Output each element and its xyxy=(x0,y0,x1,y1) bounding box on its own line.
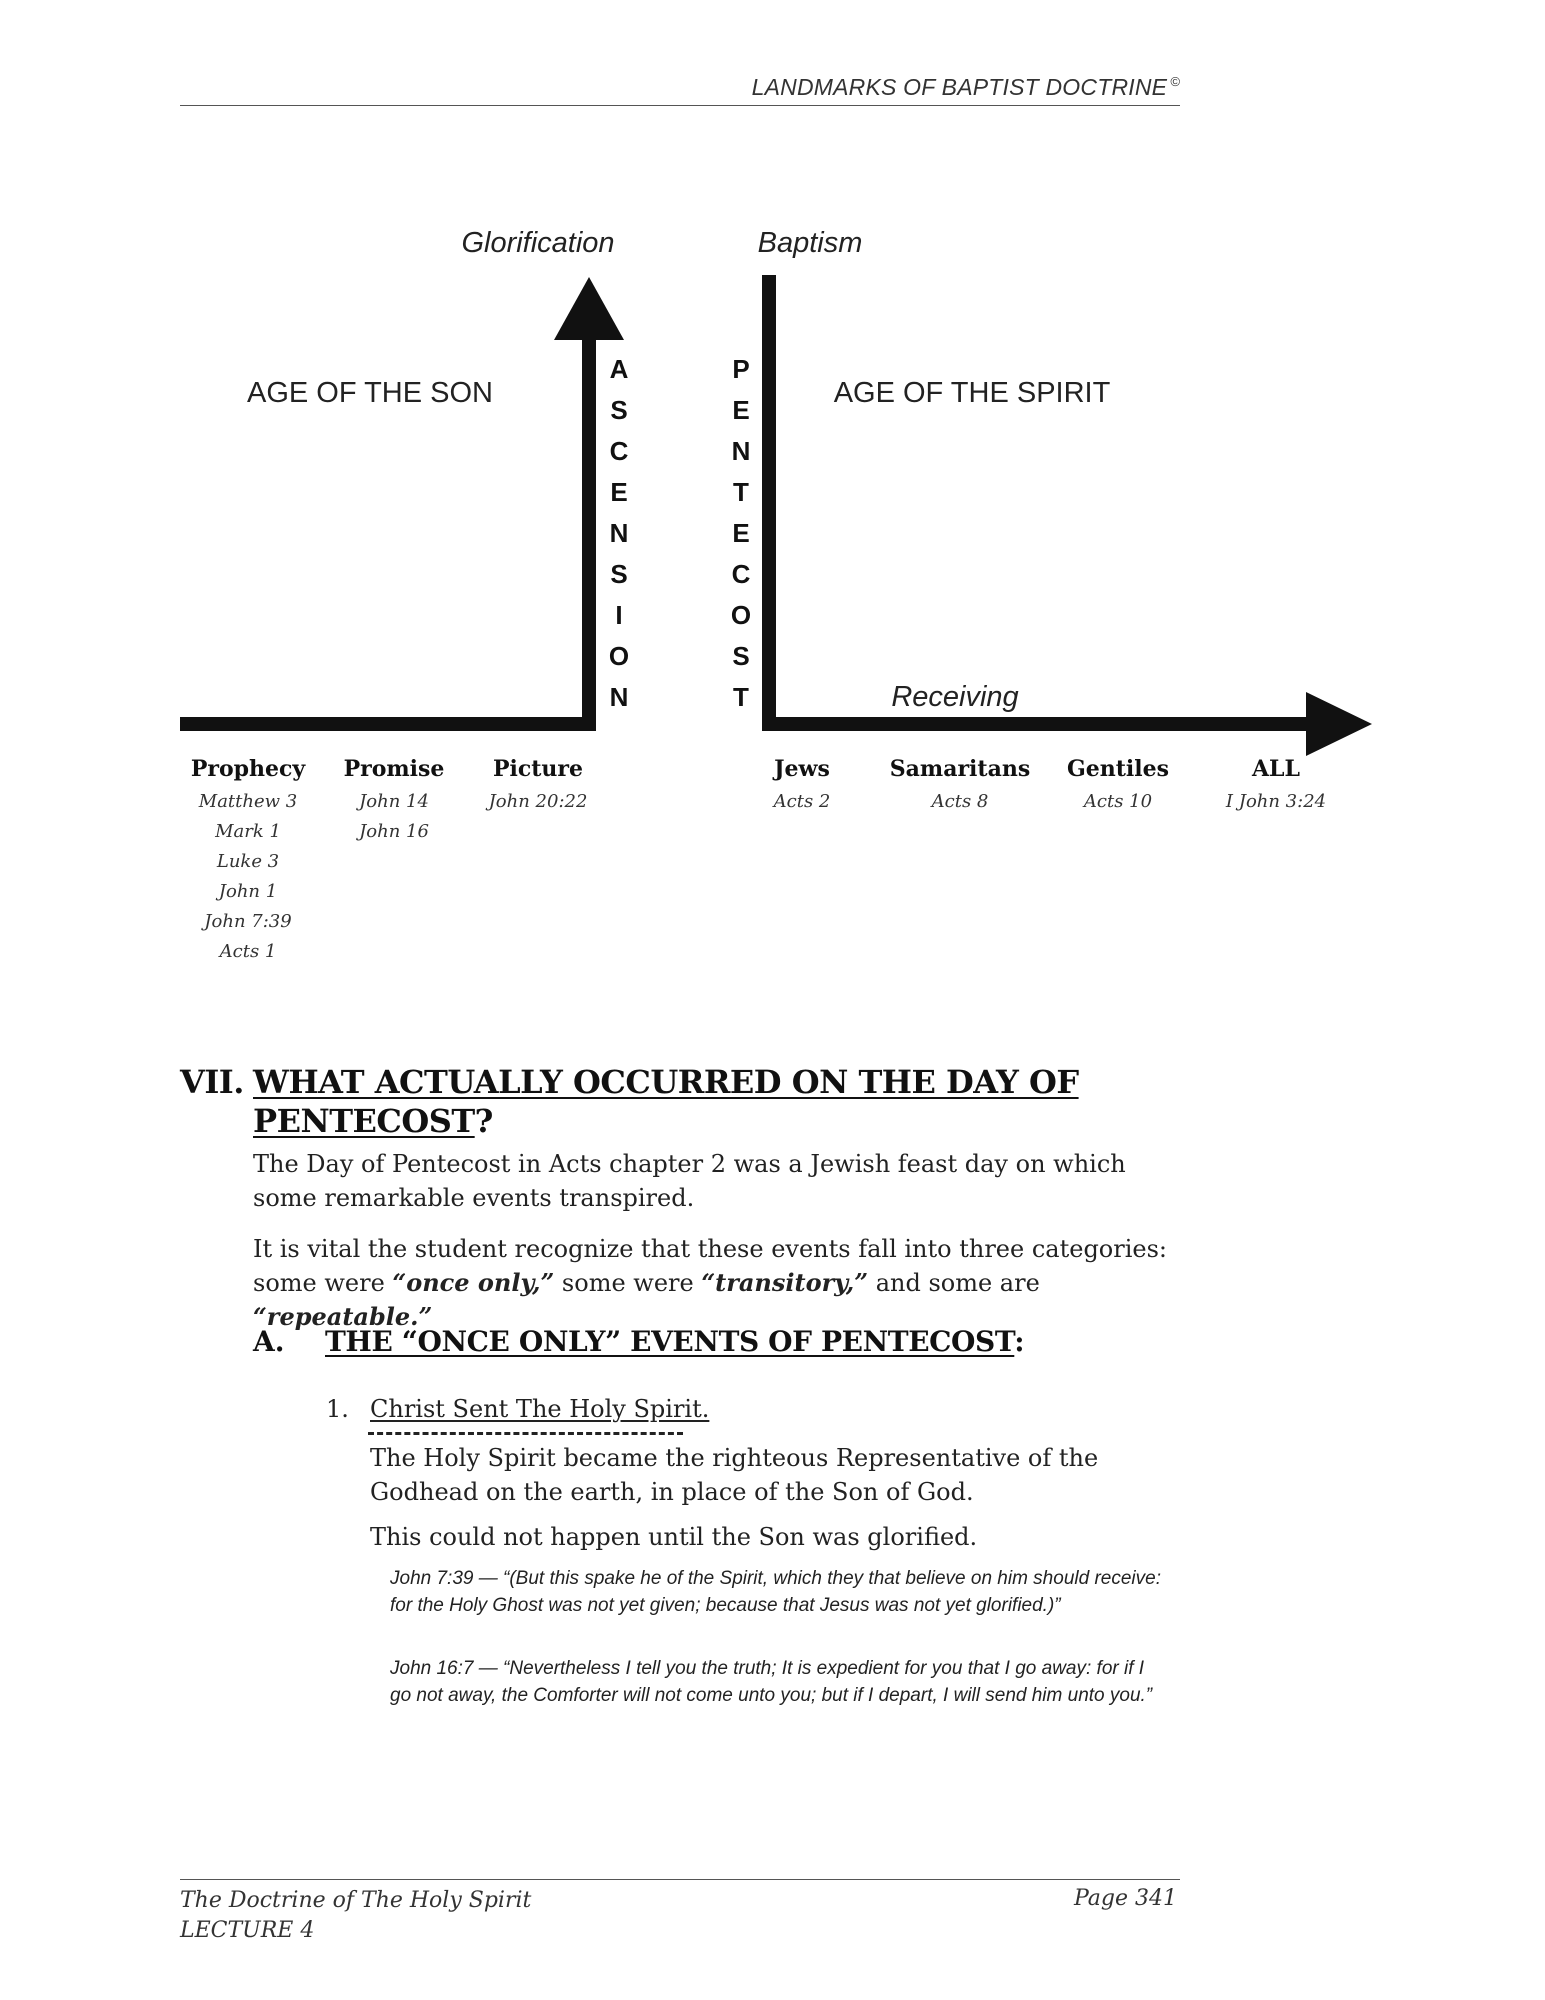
ascension-letter: E xyxy=(610,477,628,507)
subsection-title-text: THE “ONCE ONLY” EVENTS OF PENTECOST xyxy=(325,1325,1015,1358)
pentecost-letter: E xyxy=(732,518,750,548)
item-paragraph-1: The Holy Spirit became the righteous Representative of the Godhead on the earth, in place of the Son of God. xyxy=(370,1444,1099,1506)
glorification-label: Glorification xyxy=(461,227,615,259)
pentecost-letter: C xyxy=(731,559,751,589)
scripture-reference: Matthew 3 xyxy=(198,791,298,812)
scripture-column xyxy=(890,756,1030,812)
section-title xyxy=(253,1063,1113,1141)
scripture-reference: John 20:22 xyxy=(488,791,588,812)
footer-lecture: LECTURE 4 xyxy=(180,1918,315,1943)
pentecost-shaft xyxy=(762,275,776,731)
scripture-reference: Acts 8 xyxy=(931,791,989,812)
scripture-reference: I John 3:24 xyxy=(1225,791,1327,812)
ascension-letter: S xyxy=(610,395,628,425)
p2-text-c: some were xyxy=(554,1269,702,1297)
column-heading: ALL xyxy=(1251,756,1301,782)
p2-text-d: and some are xyxy=(868,1269,1040,1297)
scripture-reference: John 1 xyxy=(218,881,278,902)
section-paragraph-2 xyxy=(253,1232,1183,1334)
ascension-letter: N xyxy=(609,682,629,712)
spirit-baseline xyxy=(762,717,1312,731)
section-title-end: ? xyxy=(474,1102,493,1140)
scripture-quote-john-7-39: John 7:39 — “(But this spake he of the Spirit, which they that believe on him should receive: for the Holy Ghost was not yet given; because that Jesus was not yet glorified.)” xyxy=(390,1568,1161,1616)
scripture-column xyxy=(772,756,831,812)
age-of-son-label: AGE OF THE SON xyxy=(246,377,494,409)
pentecost-letter: S xyxy=(732,641,750,671)
repeatable-term: “repeatable.” xyxy=(253,1302,433,1331)
ascension-letter: O xyxy=(608,641,630,671)
subsection-title-end: : xyxy=(1014,1325,1025,1358)
pentecost-letter: T xyxy=(733,682,749,712)
footer-course-title: The Doctrine of The Holy Spirit xyxy=(180,1888,532,1913)
copyright-mark: © xyxy=(1170,74,1180,90)
page-number: Page 341 xyxy=(1073,1886,1177,1911)
subsection-letter: A. xyxy=(253,1325,285,1358)
age-of-spirit-label: AGE OF THE SPIRIT xyxy=(833,377,1111,409)
column-heading: Jews xyxy=(774,756,830,782)
pentecost-letter: P xyxy=(732,354,750,384)
column-heading: Samaritans xyxy=(889,756,1031,782)
once-only-term: “once only,” xyxy=(392,1268,555,1297)
scripture-column xyxy=(191,756,307,962)
scripture-reference: Mark 1 xyxy=(215,821,281,842)
section-number: VII. xyxy=(180,1063,244,1101)
scripture-reference: John 7:39 xyxy=(204,911,292,932)
baptism-label: Baptism xyxy=(757,227,863,259)
ascension-shaft xyxy=(582,332,596,731)
column-heading: Gentiles xyxy=(1066,756,1170,782)
section-paragraph-1: The Day of Pentecost in Acts chapter 2 was a Jewish feast day on which some remarkable events transpired. xyxy=(253,1150,1126,1212)
ascension-letter: A xyxy=(609,354,629,384)
pentecost-vertical-text xyxy=(731,354,751,712)
subsection-title xyxy=(325,1325,1024,1358)
pentecost-letter: E xyxy=(732,395,750,425)
scripture-column xyxy=(485,756,588,812)
scripture-column xyxy=(1225,756,1326,812)
receiving-arrowhead xyxy=(1306,692,1372,756)
scripture-reference: John 14 xyxy=(359,791,429,812)
receiving-label: Receiving xyxy=(891,681,1019,713)
header-title-text: LANDMARKS OF BAPTIST DOCTRINE xyxy=(751,74,1168,100)
column-heading: Promise xyxy=(343,756,445,782)
item-title xyxy=(370,1395,709,1423)
item-number: 1. xyxy=(326,1395,349,1423)
ascension-letter: C xyxy=(609,436,629,466)
scripture-columns xyxy=(191,756,1326,962)
item-paragraph-2: This could not happen until the Son was glorified. xyxy=(370,1523,978,1551)
header-rule xyxy=(180,105,1180,106)
ascension-letter: N xyxy=(609,518,629,548)
scripture-column xyxy=(1067,756,1169,812)
scripture-reference: Luke 3 xyxy=(216,851,280,872)
p2-text-a: It is vital the student recognize that these events fall into three categories: some were xyxy=(253,1235,1168,1297)
scripture-reference: Acts 10 xyxy=(1083,791,1153,812)
scripture-reference: Acts 2 xyxy=(773,791,831,812)
section-title-text: WHAT ACTUALLY OCCURRED ON THE DAY OF PENTECOST xyxy=(253,1063,1079,1140)
scripture-quote-john-16-7: John 16:7 — “Nevertheless I tell you the truth; It is expedient for you that I go away: for if I go not away, the Comforter will not come unto you; but if I depart, I will send him unto you.” xyxy=(390,1658,1153,1706)
column-heading: Picture xyxy=(492,756,584,782)
footer-rule xyxy=(180,1879,1180,1880)
item-title-text: Christ Sent The Holy Spirit. xyxy=(370,1395,710,1423)
pentecost-letter: N xyxy=(731,436,751,466)
footer-course-info xyxy=(180,1886,531,1946)
ascension-arrowhead xyxy=(554,277,624,340)
column-heading: Prophecy xyxy=(190,756,306,782)
transitory-term: “transitory,” xyxy=(701,1268,869,1297)
pentecost-letter: T xyxy=(733,477,749,507)
scripture-reference: Acts 1 xyxy=(219,941,277,962)
son-baseline xyxy=(180,717,596,731)
item-title-dashed-underline xyxy=(368,1432,683,1435)
scripture-reference: John 16 xyxy=(359,821,429,842)
pentecost-letter: O xyxy=(730,600,752,630)
ascension-letter: S xyxy=(610,559,628,589)
scripture-column xyxy=(344,756,445,842)
ascension-letter: I xyxy=(615,600,623,630)
ascension-vertical-text xyxy=(609,354,629,712)
running-header-title xyxy=(752,74,1180,101)
